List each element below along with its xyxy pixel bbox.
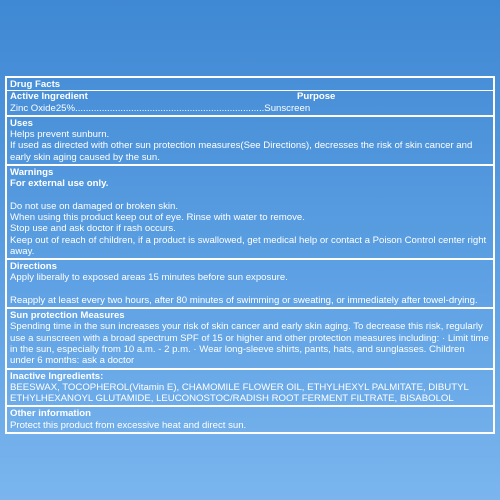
directions-line-1: Apply liberally to exposed areas 15 minutes before sun exposure.: [10, 272, 288, 284]
purpose-heading: Purpose: [297, 91, 336, 103]
warnings-line-1: Do not use on damaged or broken skin.: [10, 200, 178, 212]
other-information-body: Protect this product from excessive heat and direct sun.: [10, 419, 247, 431]
inactive-ingredients-heading: Inactive Ingredients:: [10, 370, 104, 382]
directions-line-2: Reapply at least every two hours, after 80 minutes of swimming or sweating, or immediately after towel-drying.: [10, 294, 478, 306]
warnings-line-4: Keep out of reach of children, if a product is swallowed, get medical help or contact a Poison Control center right away.: [10, 234, 487, 257]
warnings-subheading: For external use only.: [10, 178, 109, 190]
directions-section: [7, 260, 493, 309]
sun-protection-heading: Sun protection Measures: [10, 310, 125, 322]
warnings-line-2: When using this product keep out of eye. Rinse with water to remove.: [10, 211, 305, 223]
drug-facts-panel: [5, 76, 495, 434]
warnings-section: [7, 166, 493, 260]
sun-protection-body: Spending time in the sun increases your risk of skin cancer and early skin aging. To decrease this risk, regularly use a sunscreen with a broad spectrum SPF of 15 or higher and other protection measures including: · Limit time in the sun, especially from 10 a.m. - 2 p.m. · Wear long-sleeve shirts, pants, hats, and sunglasses. Children under 6 months: ask a doctor: [10, 321, 489, 367]
directions-spacer: [10, 284, 490, 295]
directions-heading: Directions: [10, 261, 57, 273]
sun-protection-section: [7, 309, 493, 369]
inactive-ingredients-section: [7, 370, 493, 408]
uses-line-1: Helps prevent sunburn.: [10, 129, 110, 141]
uses-line-2: If used as directed with other sun protection measures(See Directions), decresses the risk of skin cancer and early skin aging caused by the sun.: [10, 140, 473, 163]
warnings-spacer: [10, 190, 490, 201]
drug-facts-header-section: [7, 78, 493, 117]
other-information-heading: Other information: [10, 408, 92, 420]
drug-facts-title: Drug Facts: [7, 79, 493, 91]
uses-heading: Uses: [10, 117, 33, 129]
warnings-heading: Warnings: [10, 167, 54, 179]
warnings-line-3: Stop use and ask doctor if rash occurs.: [10, 223, 176, 235]
inactive-ingredients-body: BEESWAX, TOCOPHEROL(Vitamin E), CHAMOMILE FLOWER OIL, ETHYLHEXYL PALMITATE, DIBUTYL ETHYLHEXANOYL GLUTAMIDE, LEUCONOSTOC/RADISH ROOT FERMENT FILTRATE, BISABOLOL: [10, 381, 469, 405]
active-ingredient-heading: Active Ingredient: [10, 91, 88, 103]
other-information-section: [7, 407, 493, 432]
uses-section: [7, 117, 493, 166]
active-ingredient-line: Zinc Oxide25%.......................................................................Sunscreen: [10, 102, 311, 114]
